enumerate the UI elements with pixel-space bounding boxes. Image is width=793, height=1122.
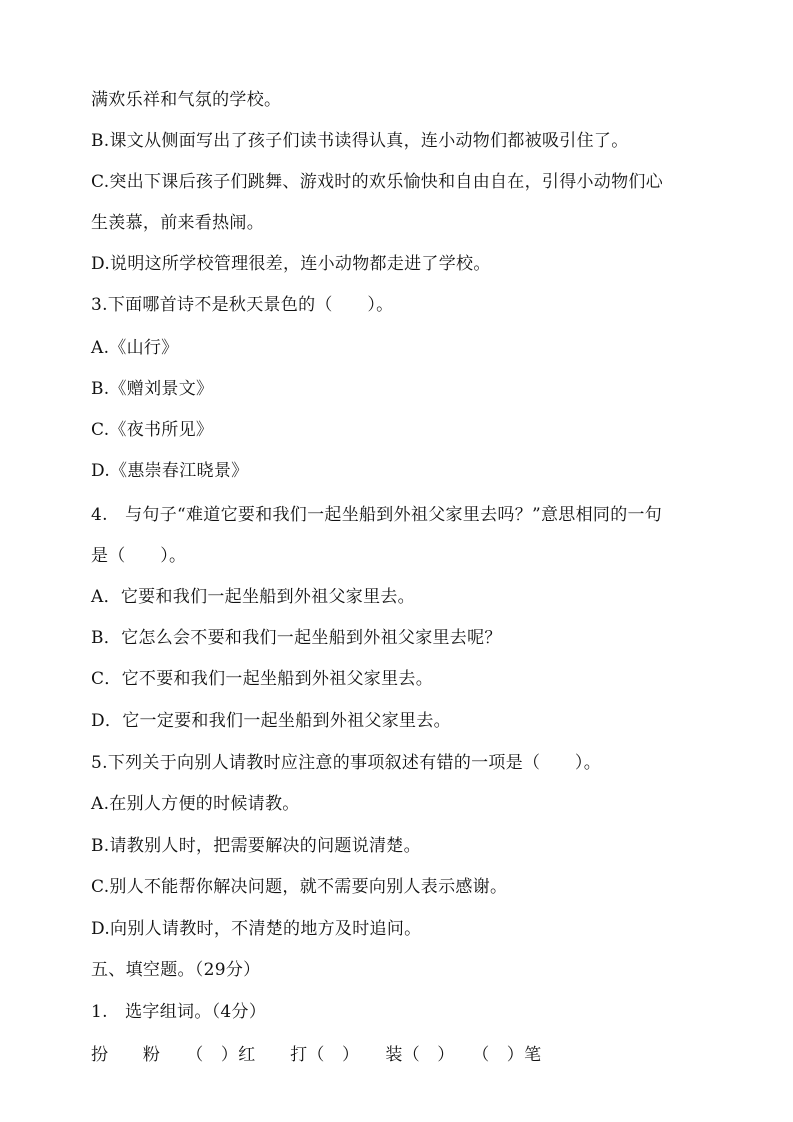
option-a: A.在别人方便的时候请教。 (91, 794, 300, 814)
text-line: C.突出下课后孩子们跳舞、游戏时的欢乐愉快和自由自在，引得小动物们心 (91, 172, 664, 192)
option-d: D．它一定要和我们一起坐船到外祖父家里去。 (91, 711, 451, 731)
option-b: B．它怎么会不要和我们一起坐船到外祖父家里去呢？ (91, 628, 502, 648)
option-c: C.《夜书所见》 (91, 420, 214, 440)
section-heading: 五、填空题。（29分） (91, 960, 261, 980)
text-line: 生羡慕，前来看热闹。 (91, 213, 264, 233)
question-3: 3.下面哪首诗不是秋天景色的（ ）。 (91, 295, 394, 315)
option-b: B.《赠刘景文》 (91, 379, 214, 399)
option-b: B.请教别人时，把需要解决的问题说清楚。 (91, 836, 421, 856)
word-choice-line: 扮 粉 （ ）红 打（ ） 装（ ） （ ）笔 (91, 1045, 542, 1065)
text-line: 满欢乐祥和气氛的学校。 (91, 90, 282, 110)
option-a: A．它要和我们一起坐船到外祖父家里去。 (91, 587, 415, 607)
option-a: A.《山行》 (91, 338, 179, 358)
text-line: B.课文从侧面写出了孩子们读书读得认真，连小动物们都被吸引住了。 (91, 131, 629, 151)
option-d: D.《惠崇春江晓景》 (91, 461, 249, 481)
question-5: 5.下列关于向别人请教时应注意的事项叙述有错的一项是（ ）。 (91, 753, 602, 773)
question-4: 4. 与句子“难道它要和我们一起坐船到外祖父家里去吗？”意思相同的一句 (91, 505, 663, 525)
text-line: D.说明这所学校管理很差，连小动物都走进了学校。 (91, 254, 491, 274)
text-line: 是（ ）。 (91, 546, 187, 566)
option-c: C.别人不能帮你解决问题，就不需要向别人表示感谢。 (91, 877, 508, 897)
question-1: 1. 选字组词。（4分） (91, 1002, 267, 1022)
option-d: D.向别人请教时，不清楚的地方及时追问。 (91, 919, 422, 939)
option-c: C．它不要和我们一起坐船到外祖父家里去。 (91, 669, 434, 689)
